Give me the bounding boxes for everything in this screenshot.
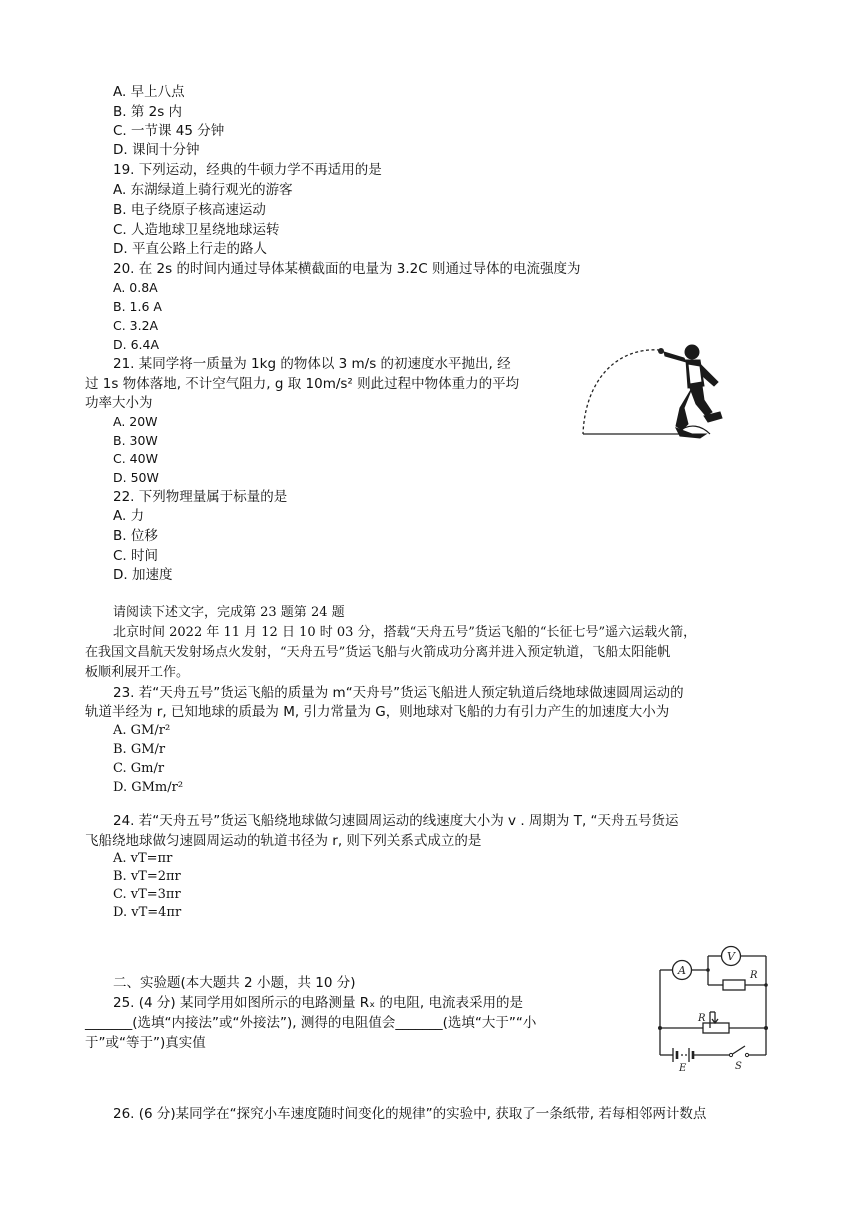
q24-option-b: B. vT=2πr (113, 869, 181, 884)
q21-stem-line-3: 功率大小为 (85, 395, 153, 411)
q23-option-a: A. GM/r² (113, 723, 171, 738)
q24-stem-line-2: 飞船绕地球做匀速圆周运动的轨道书径为 r, 则下列关系式成立的是 (85, 833, 482, 849)
circuit-label-resistor-top: R (750, 970, 758, 981)
q24-option-d: D. vT=4πr (113, 905, 182, 920)
q18-option-b: B. 第 2s 内 (113, 104, 183, 120)
q19-option-c: C. 人造地球卫星绕地球运转 (113, 222, 280, 238)
projectile-throw-figure (580, 342, 750, 442)
q24-stem-line-1: 24. 若“天舟五号”货运飞船绕地球做匀速圆周运动的线速度大小为 v . 周期为 T, “天舟五号货运 (113, 813, 679, 829)
q21-stem-line-1: 21. 某同学将一质量为 1kg 的物体以 3 m/s 的初速度水平抛出, 经 (113, 356, 511, 372)
q20-option-d: D. 6.4A (113, 337, 160, 352)
q21-stem-line-2: 过 1s 物体落地, 不计空气阻力, g 取 10m/s² 则此过程中物体重力的平均 (85, 376, 520, 392)
circuit-label-voltmeter: V (727, 950, 735, 963)
q22-option-b: B. 位移 (113, 528, 158, 544)
q20-option-b: B. 1.6 A (113, 299, 162, 314)
q19-option-d: D. 平直公路上行走的路人 (113, 241, 267, 257)
q24-option-c: C. vT=3πr (113, 887, 181, 902)
circuit-diagram (655, 942, 775, 1072)
q18-option-d: D. 课间十分钟 (113, 142, 200, 158)
q23-option-b: B. GM/r (113, 742, 166, 757)
q18-option-c: C. 一节课 45 分钟 (113, 123, 225, 139)
q19-stem: 19. 下列运动，经典的牛顿力学不再适用的是 (113, 162, 382, 178)
q19-option-a: A. 东湖绿道上骑行观光的游客 (113, 182, 293, 198)
reading-intro: 请阅读下述文字，完成第 23 题第 24 题 (113, 605, 345, 620)
reading-line-2: 在我国文昌航天发射场点火发射，“天舟五号”货运飞船与火箭成功分离并进入预定轨道，飞船太阳能帆 (85, 645, 671, 660)
q23-stem-line-1: 23. 若“天舟五号”货运飞船的质量为 m“天舟号”货运飞船进人预定轨道后绕地球做速圆周运动的 (113, 685, 684, 701)
circuit-label-switch: S (735, 1061, 742, 1072)
q25-stem-line-3: 于”或“等于”)真实值 (85, 1035, 206, 1051)
q20-stem: 20. 在 2s 的时间内通过导体某横截面的电量为 3.2C 则通过导体的电流强度为 (113, 261, 581, 277)
q24-option-a: A. vT=πr (113, 851, 173, 866)
q20-option-a: A. 0.8A (113, 280, 158, 295)
section-2-title: 二、实验题(本大题共 2 小题，共 10 分) (113, 975, 356, 991)
circuit-label-resistor-mid: R (698, 1013, 706, 1024)
q25-stem-line-1: 25. (4 分) 某同学用如图所示的电路测量 Rₓ 的电阻, 电流表采用的是 (113, 995, 524, 1011)
reading-line-1: 北京时间 2022 年 11 月 12 日 10 时 03 分，搭载“天舟五号”货运飞船的“长征七号”遥六运载火箭， (113, 625, 697, 640)
q18-option-a: A. 早上八点 (113, 84, 185, 100)
q21-option-c: C. 40W (113, 451, 158, 466)
q19-option-b: B. 电子绕原子核高速运动 (113, 202, 266, 218)
q25-stem-line-2: _______(选填“内接法”或“外接法”), 测得的电阻值会_______(选填“大于”“小 (85, 1015, 537, 1031)
q22-option-a: A. 力 (113, 508, 145, 524)
q23-option-d: D. GMm/r² (113, 780, 184, 795)
q23-option-c: C. Gm/r (113, 761, 165, 776)
q22-stem: 22. 下列物理量属于标量的是 (113, 489, 288, 505)
reading-line-3: 板顺利展开工作。 (85, 665, 190, 680)
q23-stem-line-2: 轨道半经为 r, 已知地球的质最为 M, 引力常量为 G，则地球对飞船的力有引力产生的加速度大小为 (85, 704, 670, 720)
q22-option-c: C. 时间 (113, 548, 159, 564)
circuit-label-battery: E (679, 1063, 687, 1072)
q21-option-a: A. 20W (113, 414, 158, 429)
circuit-label-ammeter: A (678, 964, 686, 977)
q26-stem-line-1: 26. (6 分)某同学在“探究小车速度随时间变化的规律”的实验中, 获取了一条纸带, 若每相邻两计数点 (113, 1106, 707, 1122)
q22-option-d: D. 加速度 (113, 567, 173, 583)
q21-option-d: D. 50W (113, 470, 159, 485)
q20-option-c: C. 3.2A (113, 318, 159, 333)
q21-option-b: B. 30W (113, 433, 158, 448)
